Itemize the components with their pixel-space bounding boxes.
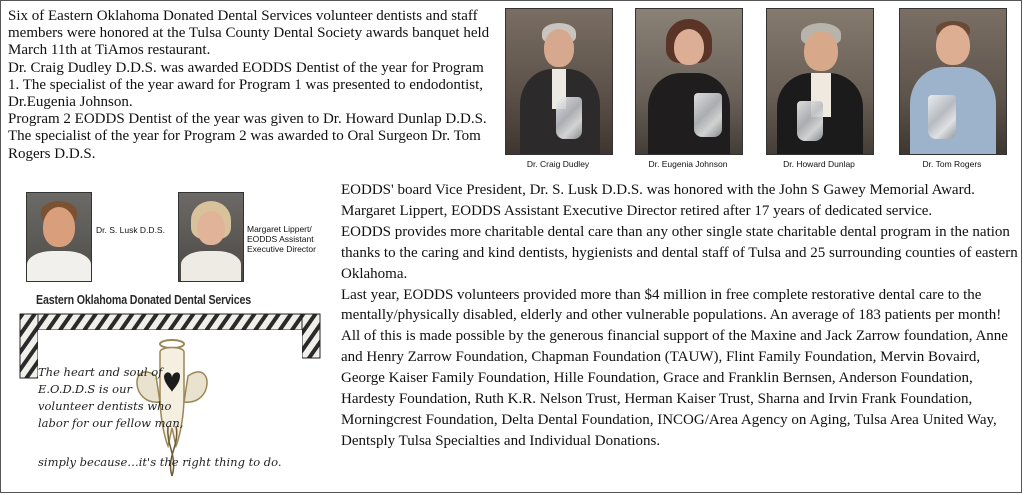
caption-craig-dudley: Dr. Craig Dudley	[526, 159, 590, 169]
intro-paragraph-3: Program 2 EODDS Dentist of the year was given to Dr. Howard Dunlap D.D.S. The specialist of the year for Program 2 was awarded to Oral Surgeon Dr. Tom Rogers D.D.S.	[8, 111, 487, 162]
border-left	[20, 314, 38, 378]
caption-s-lusk: Dr. S. Lusk D.D.S.	[96, 225, 165, 235]
intro-paragraph-2: Dr. Craig Dudley D.D.S. was awarded EODDS Dentist of the year for Program 1. The specialist of the year award for Program 1 was presented to endodontist, Dr.Eugenia Johnson.	[8, 59, 484, 111]
body-paragraph-3: EODDS provides more charitable dental care than any other single state charitable dental program in the nation thanks to the caring and kind dentists, hygienists and dental staff of Tulsa and 25 surrounding counties of eastern Oklahoma.	[341, 223, 1018, 282]
intro-text	[8, 8, 498, 163]
photo-s-lusk	[26, 192, 92, 282]
caption-howard-dunlap: Dr. Howard Dunlap	[783, 159, 855, 169]
caption-eugenia-johnson: Dr. Eugenia Johnson	[648, 159, 728, 169]
photo-craig-dudley	[505, 8, 613, 155]
caption-line: Margaret Lippert/	[247, 224, 312, 234]
slogan-line: labor for our fellow man,	[38, 416, 184, 430]
slogan-line: simply because…it's the right thing to do.	[38, 455, 282, 469]
photo-margaret-lippert	[178, 192, 244, 282]
body-paragraph-5: All of this is made possible by the generous financial support of the Maxine and Jack Zarrow foundation, Anne and Henry Zarrow Foundation, Chapman Foundation (TAUW), Flint Family Foundation, Mervin Bovaird, George Kaiser Family Foundation, Hille Foundation, Grace and Franklin Bernsen, Anderson Foundation, Hardesty Foundation, Ruth K.R. Nelson Trust, Herman Kaiser Trust, Sharna and Irvin Frank Foundation, Morningcrest Foundation, Delta Dental Foundation, INCOG/Area Agency on Aging, Tulsa Area United Way, Dentsply Tulsa Specialties and Individual Donations.	[341, 328, 1008, 449]
body-paragraph-2: Margaret Lippert, EODDS Assistant Executive Director retired after 17 years of dedicated service.	[341, 202, 933, 219]
intro-paragraph-1: Six of Eastern Oklahoma Donated Dental Services volunteer dentists and staff members were honored at the Tulsa County Dental Society awards banquet held March 11th at TiAmos restaurant.	[8, 8, 490, 59]
caption-line: EODDS Assistant	[247, 234, 314, 244]
slogan-line: volunteer dentists who	[38, 399, 172, 413]
photo-howard-dunlap	[766, 8, 874, 155]
photo-tom-rogers	[899, 8, 1007, 155]
body-paragraph-1: EODDS' board Vice President, Dr. S. Lusk D.D.S. was honored with the John S Gawey Memorial Award.	[341, 182, 975, 198]
slogan-line: E.O.D.D.S is our	[38, 382, 132, 396]
caption-tom-rogers: Dr. Tom Rogers	[922, 159, 982, 169]
slogan-line: The heart and soul of	[38, 365, 163, 379]
border-right	[302, 314, 320, 358]
logo-title: Eastern Oklahoma Donated Dental Services	[36, 292, 252, 307]
photo-eugenia-johnson	[635, 8, 743, 155]
caption-line: Executive Director	[247, 244, 316, 254]
border-top	[20, 314, 320, 330]
body-text	[341, 180, 1021, 452]
body-paragraph-4: Last year, EODDS volunteers provided more than $4 million in free complete restorative dental care to the mentally/physically disabled, elderly and other vulnerable populations. An average of 183 patients per month!	[341, 286, 1002, 324]
